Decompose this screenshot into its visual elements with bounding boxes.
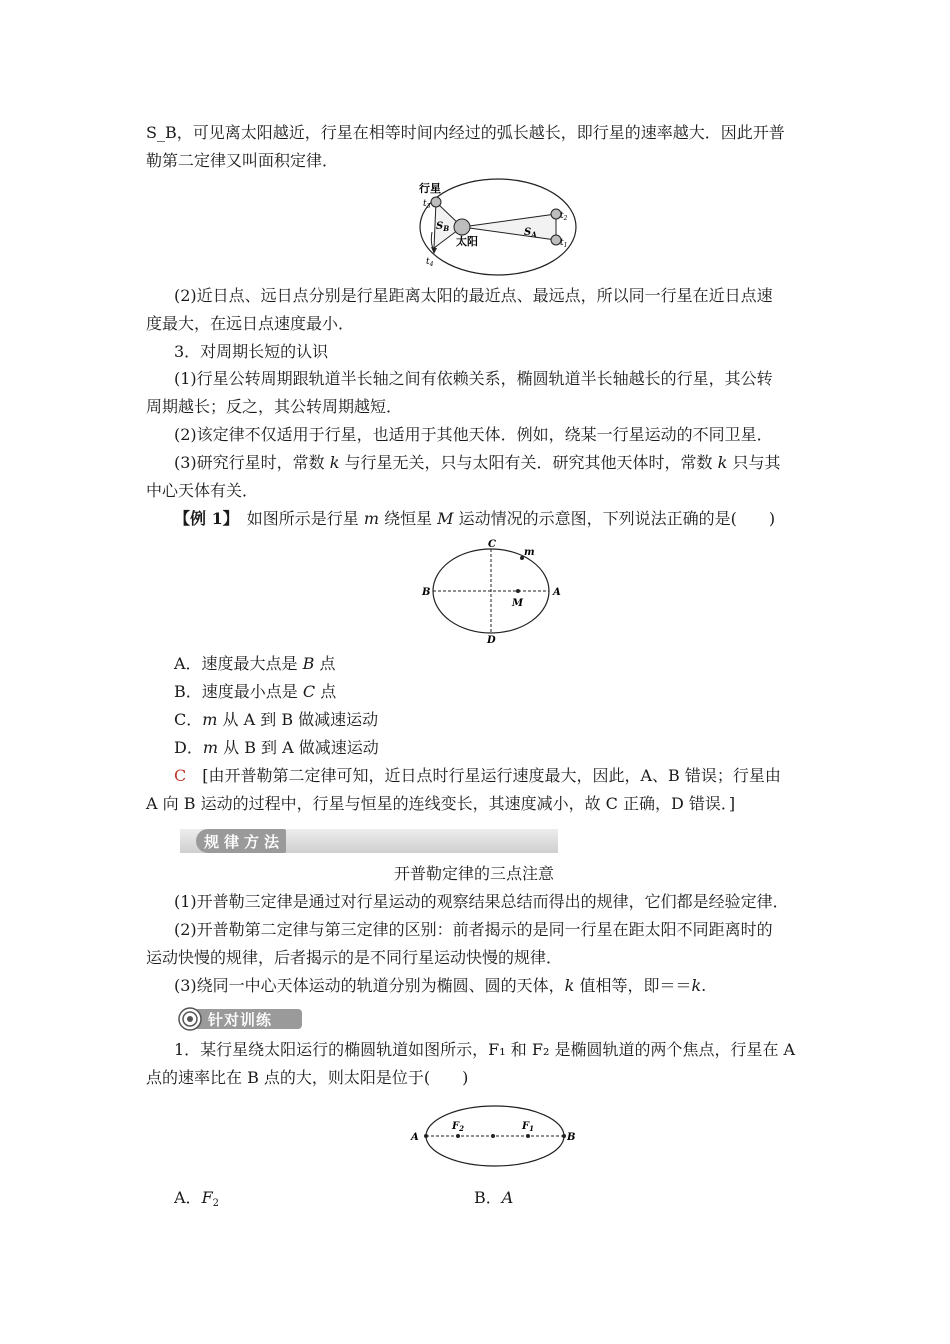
para1-line1: S_B，可见离太阳越近，行星在相等时间内经过的弧长越长，即行星的速率越大．因此开普 (146, 123, 785, 142)
label-D: D (487, 635, 496, 646)
question1-line1: 1．某行星绕太阳运行的椭圆轨道如图所示，F₁ 和 F₂ 是椭圆轨道的两个焦点，行星在 A (174, 1040, 796, 1059)
center-dot (491, 1134, 495, 1138)
label-m: m (524, 547, 535, 558)
method-title: 开普勒定律的三点注意 (394, 864, 555, 883)
method-p2-line2: 运动快慢的规律，后者揭示的是不同行星运动快慢的规律． (146, 948, 563, 967)
q1-option-a: A．$F_2$ (174, 1188, 220, 1209)
label-C: C (488, 539, 496, 550)
label-A: A (553, 587, 561, 598)
method-banner-text: 规律方法 (204, 833, 285, 851)
t2-label: $t_2$ (560, 211, 568, 222)
option-d: D．m 从 B 到 A 做减速运动 (174, 738, 379, 757)
explanation-line2: A 向 B 运动的过程中，行星与恒星的连线变长，其速度减小，故 C 正确，D 错误．] (146, 794, 736, 813)
orbit-area-figure (410, 176, 580, 276)
example1-orbit-figure (418, 536, 568, 646)
label-A: A (411, 1132, 419, 1143)
q1-option-b: B．A (474, 1188, 514, 1207)
sb-label: $S_B$ (436, 221, 450, 233)
label-M: M (512, 598, 524, 609)
option-c: C．m 从 A 到 B 做减速运动 (174, 710, 379, 729)
t1-label: $t_1$ (560, 238, 568, 249)
focus-F1-dot (526, 1134, 530, 1138)
section3-p3-line1: (3)研究行星时，常数 k 与行星无关，只与太阳有关．研究其他天体时，常数 k 只与其 (174, 453, 781, 472)
point-B-dot (562, 1134, 566, 1138)
option-b: B．速度最小点是 C 点 (174, 682, 337, 701)
point-A-dot (424, 1134, 428, 1138)
planet-t3-icon (431, 197, 441, 207)
example1-stem: 【例 1】 如图所示是行星 m 绕恒星 M 运动情况的示意图，下列说法正确的是( ) (174, 509, 776, 528)
method-p3: (3)绕同一中心天体运动的轨道分别为椭圆、圆的天体，k 值相等，即＝＝k. (174, 976, 707, 995)
sun-label: 太阳 (456, 235, 478, 248)
answer-letter: C (174, 766, 187, 785)
label-F1: $F_1$ (522, 1121, 534, 1133)
t3-label: $t_3$ (423, 199, 431, 210)
option-a: A．速度最大点是 B 点 (174, 654, 336, 673)
para1-line2: 勒第二定律又叫面积定律． (146, 151, 339, 170)
section3-p1-line2: 周期越长；反之，其公转周期越短． (146, 397, 403, 416)
label-B: B (422, 587, 431, 598)
sun-icon (454, 219, 470, 235)
question1-line2: 点的速率比在 B 点的大，则太阳是位于( ) (146, 1068, 469, 1087)
para2-line1: (2)近日点、远日点分别是行星距离太阳的最近点、最远点，所以同一行星在近日点速 (174, 286, 773, 305)
training-banner-text: 针对训练 (208, 1011, 273, 1029)
section3-title: 3．对周期长短的认识 (174, 342, 329, 361)
focus-F2-dot (456, 1134, 460, 1138)
sa-label: $S_A$ (524, 227, 537, 239)
para2-line2: 度最大，在远日点速度最小． (146, 314, 355, 333)
section3-p2: (2)该定律不仅适用于行星，也适用于其他天体．例如，绕某一行星运动的不同卫星． (174, 425, 773, 444)
method-p1: (1)开普勒三定律是通过对行星运动的观察结果总结而得出的规律，它们都是经验定律． (174, 892, 789, 911)
planet-label: 行星 (419, 182, 441, 195)
method-p2-line1: (2)开普勒第二定律与第三定律的区别：前者揭示的是同一行星在距太阳不同距离时的 (174, 920, 773, 939)
label-B: B (567, 1132, 576, 1143)
t4-label: $t_4$ (426, 257, 434, 268)
explanation-line1: C [由开普勒第二定律可知，近日点时行星运行速度最大，因此，A、B 错误；行星由 (174, 766, 781, 785)
section3-p1-line1: (1)行星公转周期跟轨道半长轴之间有依赖关系，椭圆轨道半长轴越长的行星，其公转 (174, 369, 773, 388)
question1-orbit-figure (405, 1104, 585, 1174)
section3-p3-line2: 中心天体有关． (146, 481, 259, 500)
star-M-dot (516, 589, 520, 593)
label-F2: $F_2$ (452, 1121, 464, 1133)
